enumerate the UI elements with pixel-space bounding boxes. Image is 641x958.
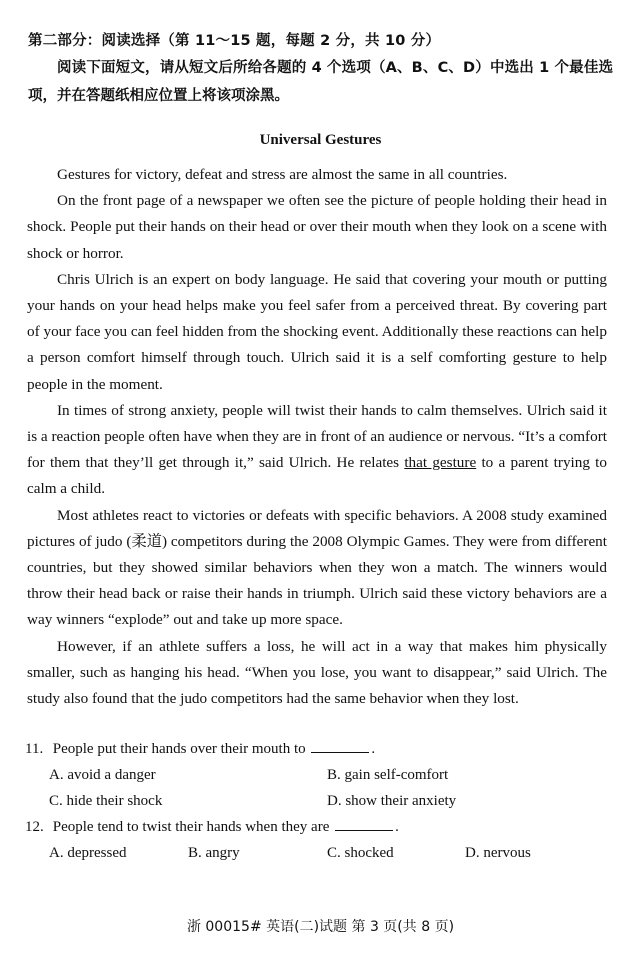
article-paragraph-1: Gestures for victory, defeat and stress are almost the same in all countries. xyxy=(57,166,508,183)
article-paragraph-5: Most athletes react to victories or defeats with specific behaviors. A 2008 study examined pictures of judo (柔道) competitors during the 2008 Olympic Games. They were from different countries, but they showed similar behaviors when they won a match. The winners would throw their head back or raise their hands in triumph. Ulrich said these victory behaviors are a way winners “explode” out and take up more space. xyxy=(27,506,607,629)
page-footer: 浙 00015# 英语(二)试题 第 3 页(共 8 页) xyxy=(186,919,455,935)
article-paragraph-4 xyxy=(27,398,607,503)
article-paragraph-6: However, if an athlete suffers a loss, he will act in a way that makes him physically smaller, such as hanging his head. “When you lose, you want to disappear,” said Ulrich. The study also found that the judo competitors had the same behavior when they lost. xyxy=(27,637,607,708)
question-12-text: People tend to twist their hands when they are xyxy=(52,819,330,835)
answer-blank xyxy=(335,816,393,831)
question-12-options-row xyxy=(25,840,605,866)
question-11-options-row-1 xyxy=(25,762,605,788)
section-heading: 第二部分：阅读选择（第 11～15 题，每题 2 分，共 10 分） xyxy=(28,33,441,49)
article-title: Universal Gestures xyxy=(259,132,382,148)
question-12-stem: 12. People tend to twist their hands when they are . xyxy=(25,814,605,840)
question-11-option-a[interactable]: A. avoid a danger xyxy=(49,767,156,783)
answer-blank xyxy=(311,738,369,753)
question-12-number: 12. xyxy=(25,819,44,835)
question-11-text: People put their hands over their mouth to xyxy=(52,741,306,757)
question-11-stem: 11. People put their hands over their mouth to . xyxy=(25,736,605,762)
question-12-option-b[interactable]: B. angry xyxy=(188,845,240,861)
question-11-number: 11. xyxy=(25,741,44,757)
paragraph-4-text-after: to a parent trying to calm a child. xyxy=(27,454,607,498)
question-list xyxy=(25,736,605,866)
question-11-option-d[interactable]: D. show their anxiety xyxy=(327,793,457,809)
question-11-option-c[interactable]: C. hide their shock xyxy=(49,793,163,809)
question-12-option-d[interactable]: D. nervous xyxy=(465,845,531,861)
paragraph-4-text-before: In times of strong anxiety, people will twist their hands to calm themselves. Ulrich said it is a reaction people often have when they are in front of an audience or nervous. “It’s a comfort for them that they’ll get through it,” said Ulrich. He relates xyxy=(27,401,607,472)
article-paragraph-2: On the front page of a newspaper we often see the picture of people holding their head in shock. People put their hands on their head or over their mouth when they look on a scene with shock or horror. xyxy=(27,192,607,262)
question-11-option-b[interactable]: B. gain self-comfort xyxy=(327,767,449,783)
article-paragraph-3: Chris Ulrich is an expert on body language. He said that covering your mouth or putting your hands on your head helps make you feel safer from a perceived threat. By covering part of your face you can feel hidden from the shocking event. Additionally these reactions can help a person comfort himself through touch. Ulrich said it is a self comforting gesture to help people in the moment. xyxy=(27,270,607,393)
question-11-options-row-2 xyxy=(25,788,605,814)
question-12-option-a[interactable]: A. depressed xyxy=(49,845,127,861)
underlined-phrase: that gesture xyxy=(404,454,477,472)
question-12-option-c[interactable]: C. shocked xyxy=(327,845,394,861)
article-body xyxy=(27,162,607,712)
section-instruction: 阅读下面短文，请从短文后所给各题的 4 个选项（A、B、C、D）中选出 1 个最佳选项，并在答题纸相应位置上将该项涂黑。 xyxy=(28,60,613,104)
